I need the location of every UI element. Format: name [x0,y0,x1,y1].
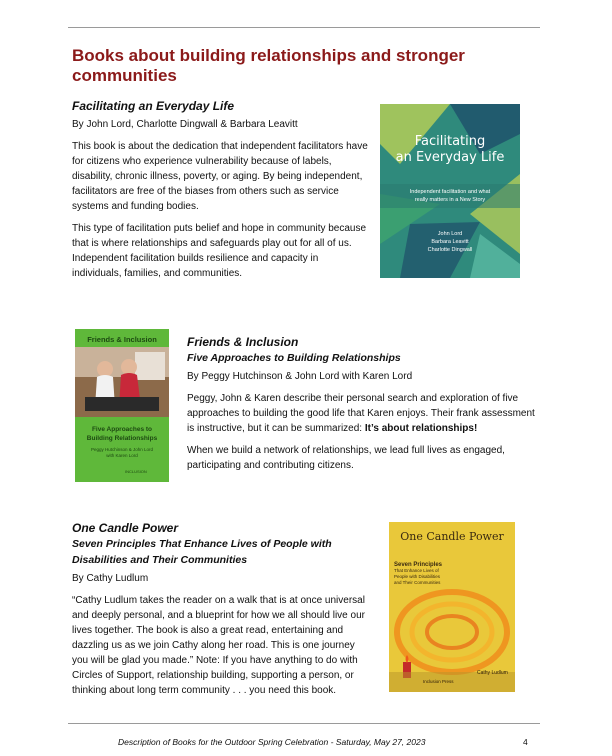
cover-subtitle: Independent facilitation and what really matters in a New Story [409,189,491,203]
cover-one-candle-power [389,522,515,692]
cover-photo [75,347,169,417]
cover-subtitle: Seven Principles That Enhance Lives of People with Disabilities and Their Communities [394,562,443,585]
footer-text: Description of Books for the Outdoor Spring Celebration - Saturday, May 27, 2023 [118,737,426,747]
cover-publisher: Inclusion Press [423,679,454,684]
book-title: Friends & Inclusion [187,335,299,349]
book-one-candle-power [72,520,372,705]
cover-title: Five Approaches to Building Relationships [86,426,158,442]
book-subtitle: Disabilities and Their Communities [72,554,248,566]
book-author: By John Lord, Charlotte Dingwall & Barbara Leavitt [72,119,298,130]
cover-authors: John Lord Barbara Leavitt Charlotte Dingwall [427,231,473,253]
page-number: 4 [523,737,528,747]
book-subtitle: Five Approaches to Building Relationships [187,352,401,364]
book-description: When we build a network of relationships, we lead full lives as engaged, participating and contributing citizens. [187,445,505,471]
cover-title: Facilitating an Everyday Life [395,134,505,165]
book-description: “Cathy Ludlum takes the reader on a walk that is at once universal and deeply personal, and a blueprint for how we all should live our lives together. The book is also a great read, entertaining and dazzling us as we join Cathy along her road. This is one journey you will be glad you made.” Note: If you have anything to do with Circles of Support, relationship building, supporting a person, or thinking about long term community . . . you need this book. [72,595,365,696]
book-subtitle: Seven Principles That Enhance Lives of People with [72,538,332,550]
book-friends-inclusion [187,334,537,480]
cover-top-title: Friends & Inclusion [87,335,157,344]
cover-author: Cathy Ludlum [477,670,508,676]
bottom-rule [68,723,540,724]
cover-friends-inclusion [75,329,169,482]
cover-facilitating [380,104,520,278]
cover-authors: Peggy Hutchinson & John Lord with Karen Lord [90,447,154,458]
book-author: By Peggy Hutchinson & John Lord with Karen Lord [187,371,413,382]
cover-publisher: INCLUSION [125,469,147,474]
book-title: One Candle Power [72,521,179,535]
book-facilitating [72,98,368,288]
book-description: This book is about the dedication that independent facilitators have for citizens who experience vulnerability because of labels, disability, chronic illness, poverty, or aging. By being independent, facilitators are free of the biases from others such as service systems and funding bodies. [72,141,368,212]
section-title: Books about building relationships and stronger communities [72,46,465,85]
book-description: Peggy, John & Karen describe their personal search and exploration of five approaches to building the good life that Karen enjoys. Their frank assessment is instructive, but it can be summarized: It’s about relationships! [187,393,535,434]
emphasis-text: It’s about relationships! [364,423,478,434]
book-description: This type of facilitation puts belief and hope in community because that is where relationships and safeguards play out for all of us. Independent facilitation builds resilience and capacity in individuals, families, and communities. [72,223,367,279]
book-author: By Cathy Ludlum [72,573,149,584]
top-rule [68,27,540,28]
cover-title: One Candle Power [400,530,504,543]
cover-candle-art [389,522,515,692]
book-title: Facilitating an Everyday Life [72,99,235,113]
